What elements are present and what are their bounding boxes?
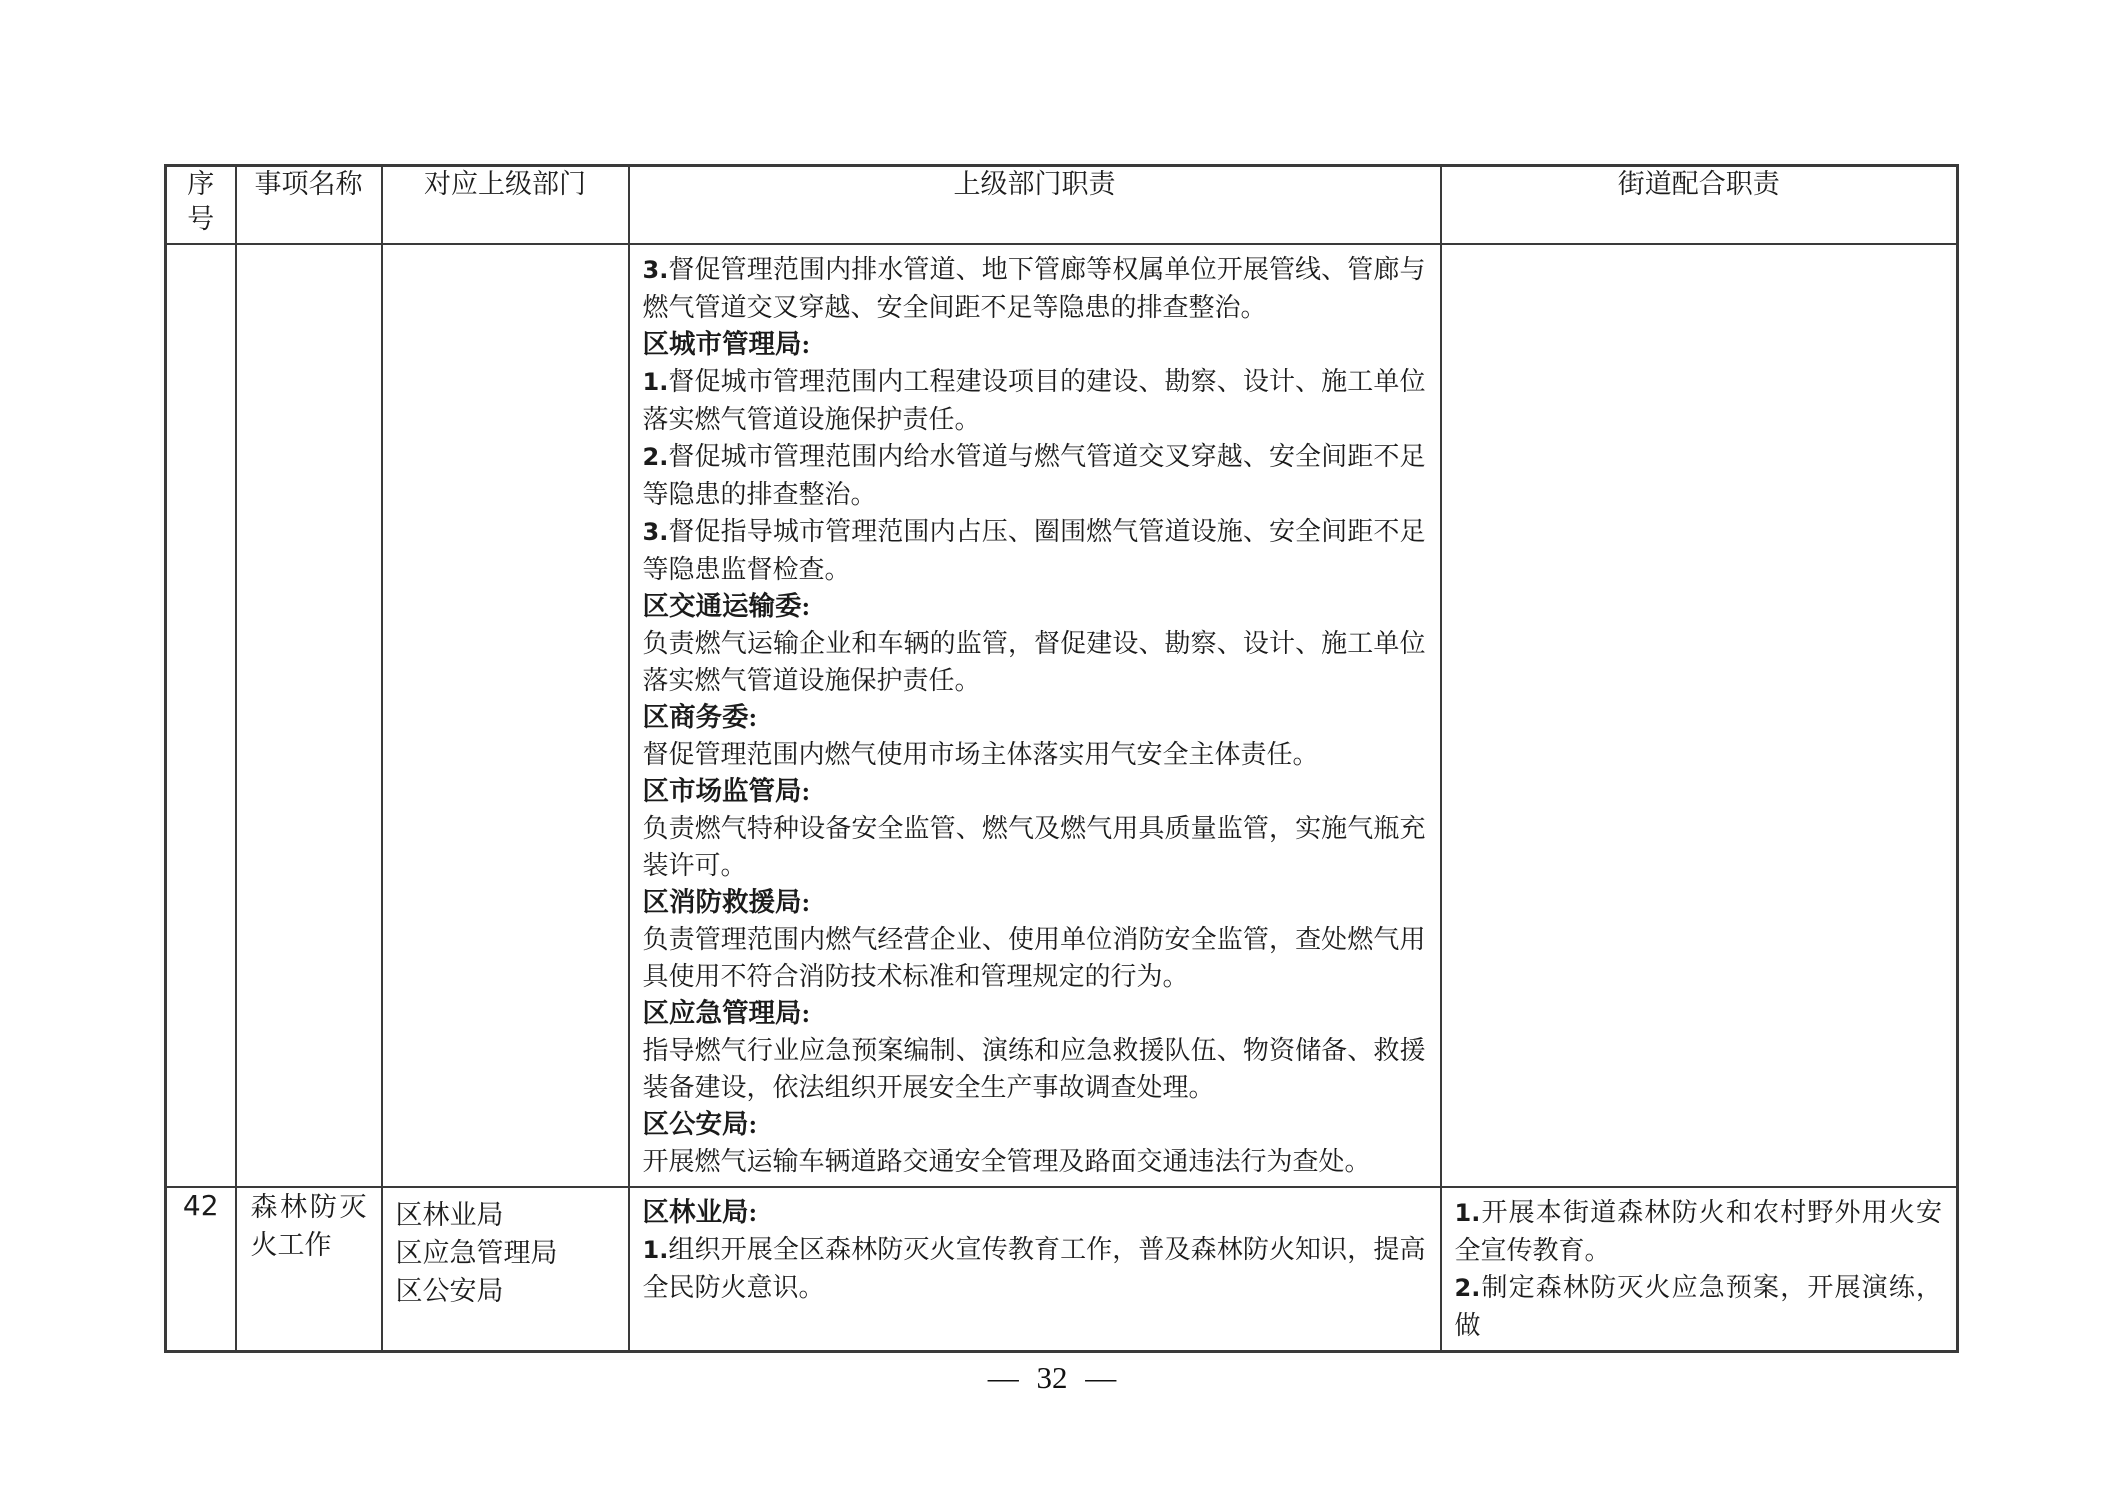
duty-heading: 区消防救援局: — [642, 886, 811, 917]
duty-item: 1.开展本街道森林防火和农村野外用火安全宣传教育。 — [1454, 1197, 1942, 1265]
item-name-cell-empty — [236, 244, 382, 1187]
duty-heading: 区林业局: — [642, 1196, 758, 1227]
seq-cell-empty — [166, 244, 236, 1187]
duty-item-number: 1. — [642, 367, 669, 396]
duty-item-number: 3. — [642, 255, 669, 284]
superior-duties-cell — [629, 244, 1441, 1187]
page-number: — 32 — — [987, 1360, 1117, 1395]
column-header-superior-dept: 对应上级部门 — [382, 166, 629, 244]
department-line: 区林业局 — [395, 1199, 504, 1230]
superior-duties-cell — [629, 1187, 1441, 1352]
duty-item: 开展燃气运输车辆道路交通安全管理及路面交通违法行为查处。 — [642, 1146, 1371, 1176]
column-header-seq: 序号 — [166, 166, 236, 244]
street-duties-cell — [1441, 1187, 1958, 1352]
table-header — [166, 166, 1958, 244]
duty-item-number: 2. — [642, 442, 669, 471]
duty-heading: 区城市管理局: — [642, 328, 811, 359]
duty-item: 指导燃气行业应急预案编制、演练和应急救援队伍、物资储备、救援装备建设，依法组织开展安全生产事故调查处理。 — [642, 1035, 1426, 1102]
duty-item: 1.组织开展全区森林防灭火宣传教育工作，普及森林防火知识，提高全民防火意识。 — [642, 1234, 1426, 1302]
column-header-item-name: 事项名称 — [236, 166, 382, 244]
superior-dept-cell-empty — [382, 244, 629, 1187]
duty-item-number: 1. — [1454, 1198, 1481, 1227]
duty-heading: 区交通运输委: — [642, 590, 811, 621]
duty-heading: 区公安局: — [642, 1108, 758, 1139]
duty-item: 负责燃气运输企业和车辆的监管，督促建设、勘察、设计、施工单位落实燃气管道设施保护责任。 — [642, 628, 1426, 695]
duty-item: 2.制定森林防灭火应急预案，开展演练，做 — [1454, 1272, 1942, 1340]
duty-heading: 区市场监管局: — [642, 775, 811, 806]
superior-dept-cell — [382, 1187, 629, 1352]
duties-table — [164, 164, 1959, 1353]
department-line: 区应急管理局 — [395, 1237, 558, 1268]
duty-item: 2.督促城市管理范围内给水管道与燃气管道交叉穿越、安全间距不足等隐患的排查整治。 — [642, 441, 1426, 509]
column-header-superior-duties: 上级部门职责 — [629, 166, 1441, 244]
duty-item: 3.督促指导城市管理范围内占压、圈围燃气管道设施、安全间距不足等隐患监督检查。 — [642, 516, 1426, 584]
duty-item: 负责管理范围内燃气经营企业、使用单位消防安全监管，查处燃气用具使用不符合消防技术标准和管理规定的行为。 — [642, 924, 1426, 991]
column-header-street-duties: 街道配合职责 — [1441, 166, 1958, 244]
item-name-cell: 森林防灭火工作 — [236, 1187, 382, 1352]
seq-cell: 42 — [166, 1187, 236, 1352]
duty-item: 督促管理范围内燃气使用市场主体落实用气安全主体责任。 — [642, 739, 1319, 769]
duty-item-number: 1. — [642, 1235, 669, 1264]
street-duties-cell-empty — [1441, 244, 1958, 1187]
department-line: 区公安局 — [395, 1275, 504, 1306]
duty-item: 3.督促管理范围内排水管道、地下管廊等权属单位开展管线、管廊与燃气管道交叉穿越、安全间距不足等隐患的排查整治。 — [642, 254, 1426, 322]
duty-item-number: 2. — [1454, 1273, 1481, 1302]
duty-heading: 区应急管理局: — [642, 997, 811, 1028]
duty-item-number: 3. — [642, 517, 669, 546]
table-row-42 — [166, 1187, 1958, 1352]
header-row — [166, 166, 1958, 244]
duty-item: 1.督促城市管理范围内工程建设项目的建设、勘察、设计、施工单位落实燃气管道设施保护责任。 — [642, 366, 1426, 434]
table-body — [166, 244, 1958, 1352]
duty-item: 负责燃气特种设备安全监管、燃气及燃气用具质量监管，实施气瓶充装许可。 — [642, 813, 1426, 880]
duty-heading: 区商务委: — [642, 701, 758, 732]
table-row-continuation — [166, 244, 1958, 1187]
